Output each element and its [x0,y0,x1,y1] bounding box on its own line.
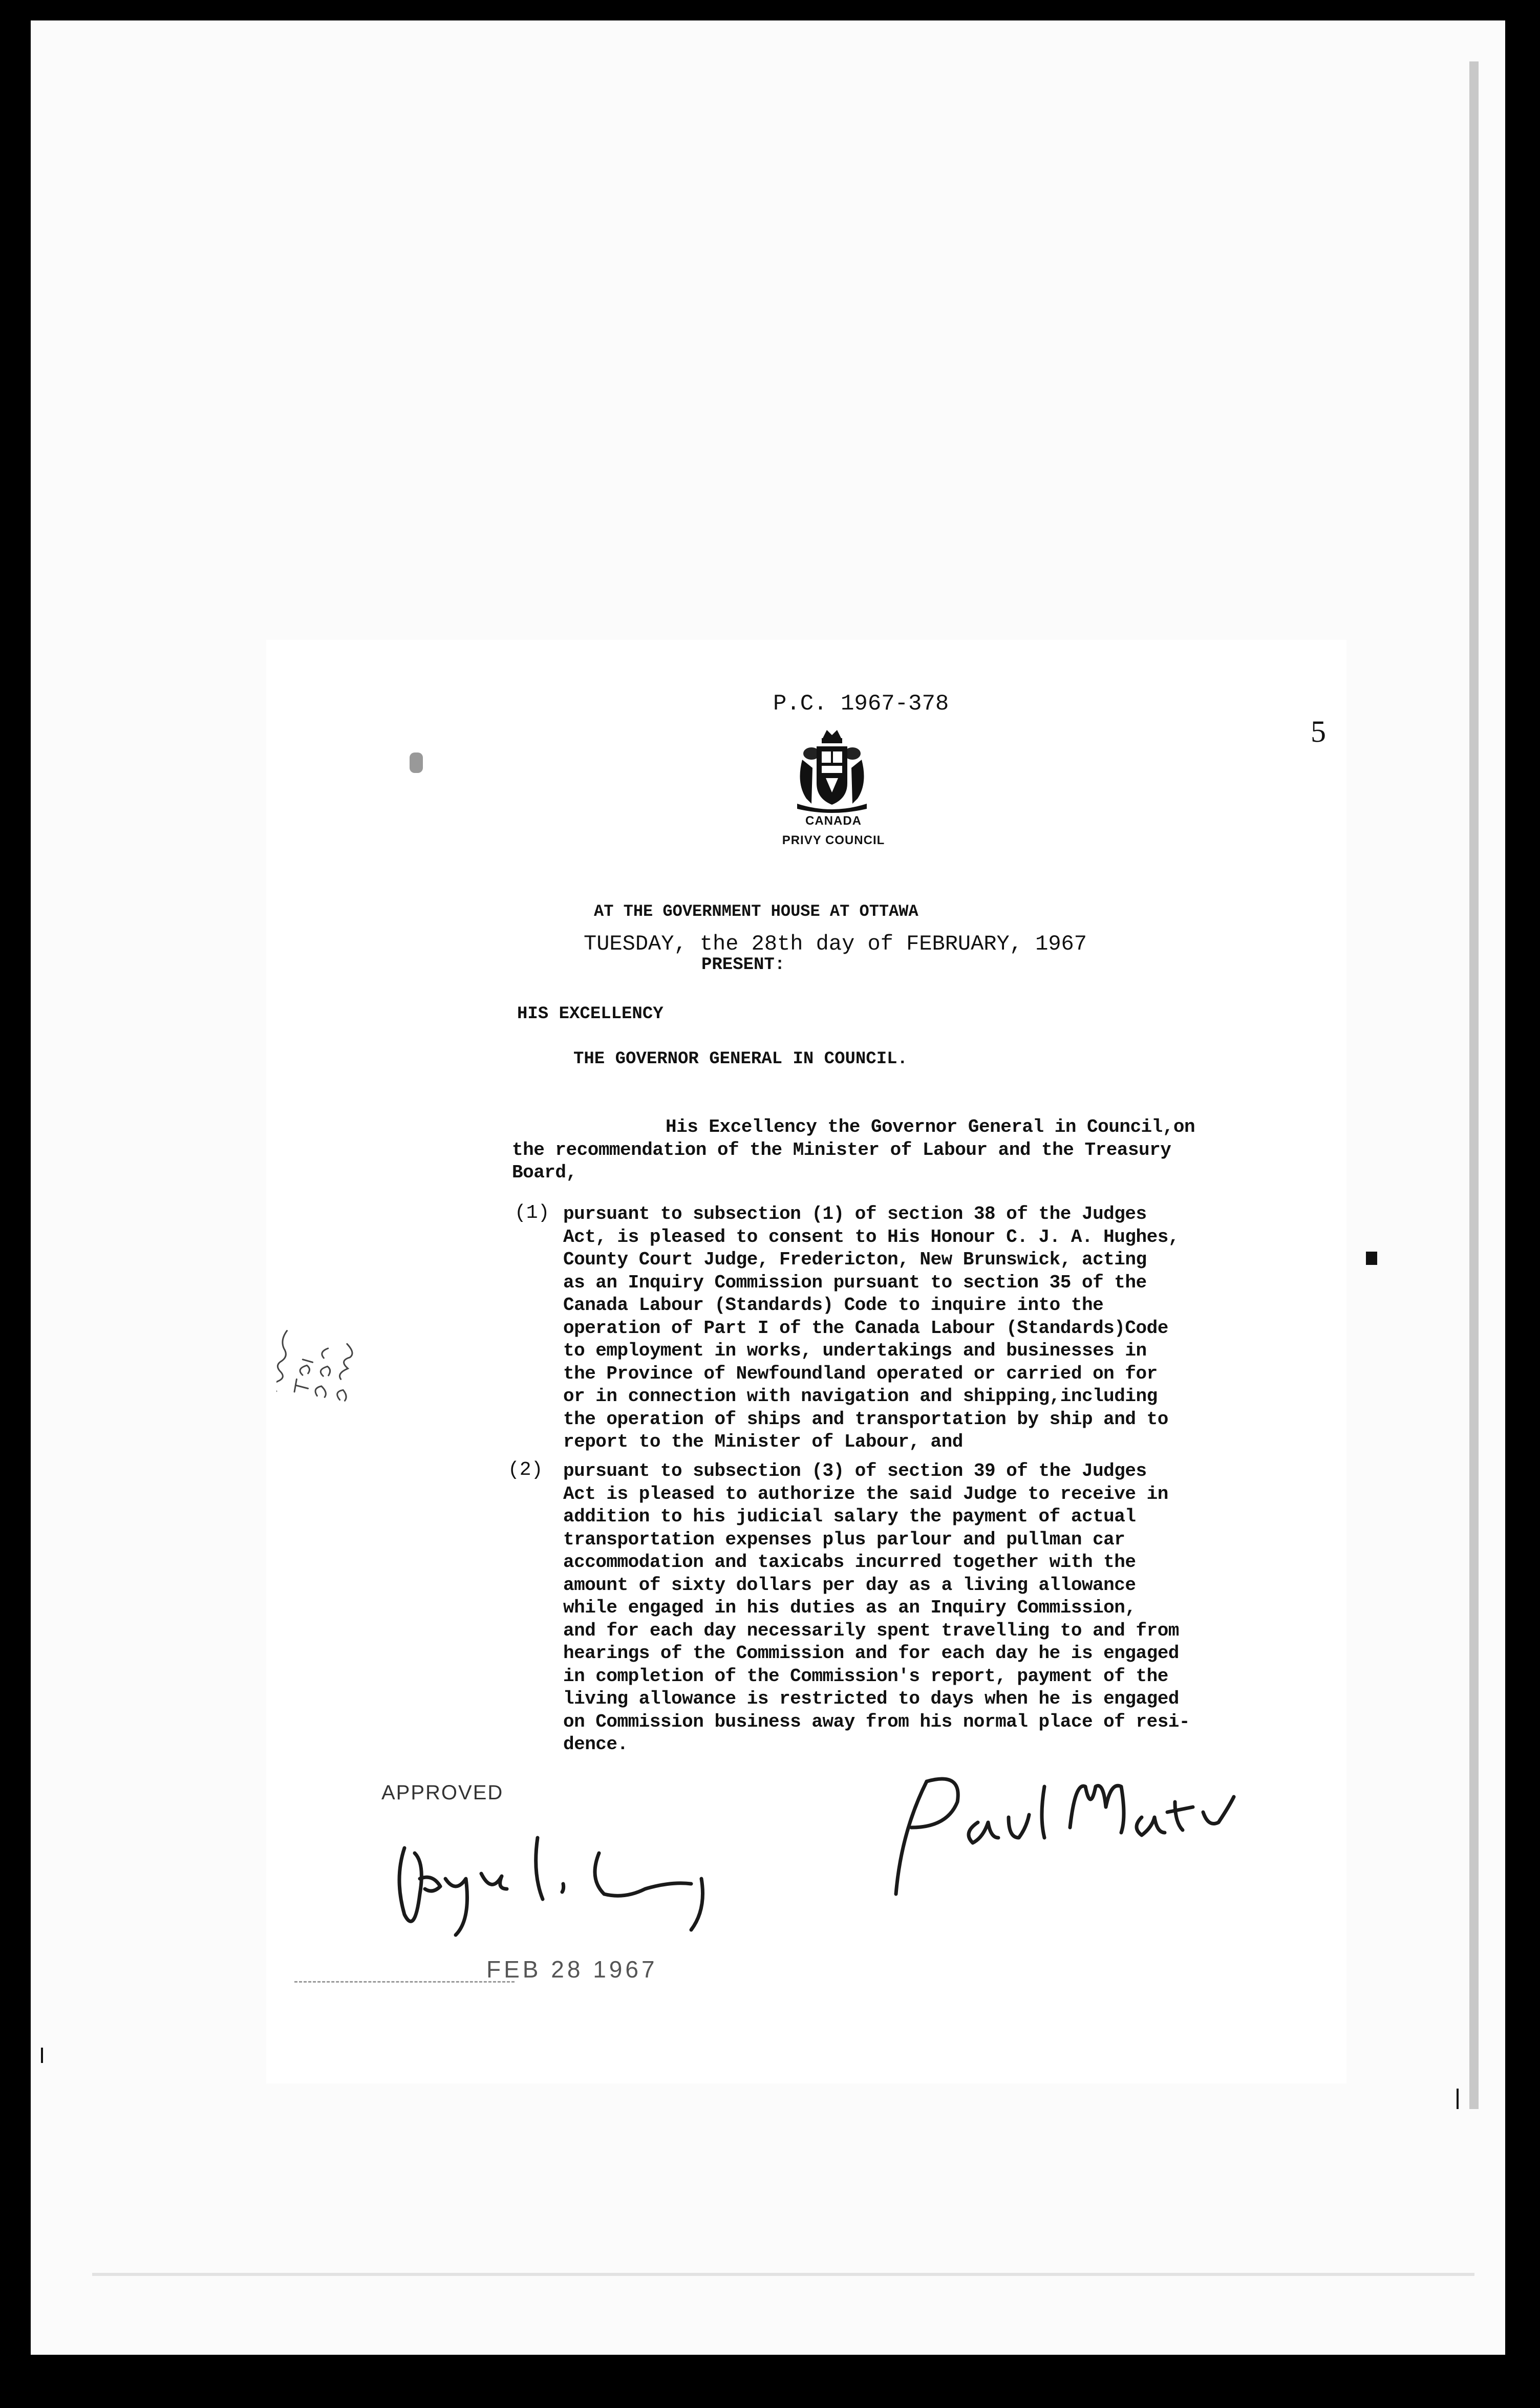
paragraph-line: His Excellency the Governor General in Council,on [666,1116,1195,1137]
paragraph-line: living allowance is restricted to days when he is engaged [563,1688,1179,1709]
order-in-council-document [266,640,1346,2083]
scan-mark [41,2048,43,2063]
paragraph-line: the Province of Newfoundland operated or carried on for [563,1363,1158,1384]
paragraph-line: Canada Labour (Standards) Code to inquire into the [563,1295,1104,1316]
paragraph-line: addition to his judicial salary the payment of actual [563,1506,1136,1527]
paragraph-line: dence. [563,1734,628,1755]
paragraph-line: amount of sixty dollars per day as a living allowance [563,1574,1136,1596]
punch-hole-mark [410,752,423,773]
paragraph-line: accommodation and taxicabs incurred together with the [563,1552,1136,1573]
paragraph-line: transportation expenses plus parlour and pullman car [563,1529,1125,1550]
paragraph-line: Act is pleased to authorize the said Judge to receive in [563,1483,1168,1504]
approval-date-stamp: FEB 28 1967 [486,1956,658,1983]
scan-streak [1469,61,1479,2109]
heading-present: PRESENT: [701,955,785,975]
clause-number: (1) [515,1202,550,1224]
paragraph-line: hearings of the Commission and for each day he is engaged [563,1643,1179,1664]
paragraph-line: operation of Part I of the Canada Labour (Standards)Code [563,1317,1168,1339]
paragraph-line: pursuant to subsection (1) of section 38 of the Judges [563,1203,1147,1224]
paragraph-line: Act, is pleased to consent to His Honour C. J. A. Hughes, [563,1226,1179,1248]
page-number: 5 [1311,715,1326,748]
paragraph-line: the recommendation of the Minister of Labour and the Treasury [512,1139,1171,1160]
paragraph-line: on Commission business away from his normal place of resi- [563,1711,1190,1732]
scan-mark [1457,2089,1459,2109]
paragraph-line: as an Inquiry Commission pursuant to section 35 of the [563,1272,1147,1293]
paragraph-line: the operation of ships and transportation by ship and to [563,1408,1168,1430]
crest-body: PRIVY COUNCIL [782,833,885,847]
clause-number: (2) [508,1459,543,1481]
addressee-line-1: HIS EXCELLENCY [517,1004,664,1024]
fold-line [294,1981,515,1983]
clause-2-text [563,1460,1190,1756]
addressee-line-2: THE GOVERNOR GENERAL IN COUNCIL. [573,1049,908,1069]
intro-paragraph [512,1116,1195,1185]
paragraph-line: in completion of the Commission's report, payment of the [563,1665,1168,1687]
paragraph-line: and for each day necessarily spent travelling to and from [563,1620,1179,1641]
signature-vanier [384,1817,732,1940]
coat-of-arms-icon [791,727,873,814]
heading-date: TUESDAY, the 28th day of FEBRUARY, 1967 [584,932,1087,956]
paragraph-line: while engaged in his duties as an Inquiry Commission, [563,1597,1136,1618]
clause-1-text [563,1203,1179,1454]
heading-place: AT THE GOVERNMENT HOUSE AT OTTAWA [594,902,918,921]
paragraph-line: County Court Judge, Fredericton, New Brunswick, acting [563,1249,1147,1270]
scan-mark [1366,1252,1377,1265]
paragraph-line: report to the Minister of Labour, and [563,1431,963,1452]
paragraph-line: Board, [512,1162,577,1183]
approved-label: APPROVED [381,1781,504,1804]
margin-handwritten-note [276,1310,353,1418]
reference-number: P.C. 1967-378 [773,691,949,717]
crest-country: CANADA [805,814,862,828]
signature-martin [881,1766,1239,1909]
paragraph-line: pursuant to subsection (3) of section 39 of the Judges [563,1460,1147,1481]
scan-streak [92,2273,1474,2276]
paragraph-line: to employment in works, undertakings and businesses in [563,1340,1147,1361]
paragraph-line: or in connection with navigation and shipping,including [563,1386,1158,1407]
